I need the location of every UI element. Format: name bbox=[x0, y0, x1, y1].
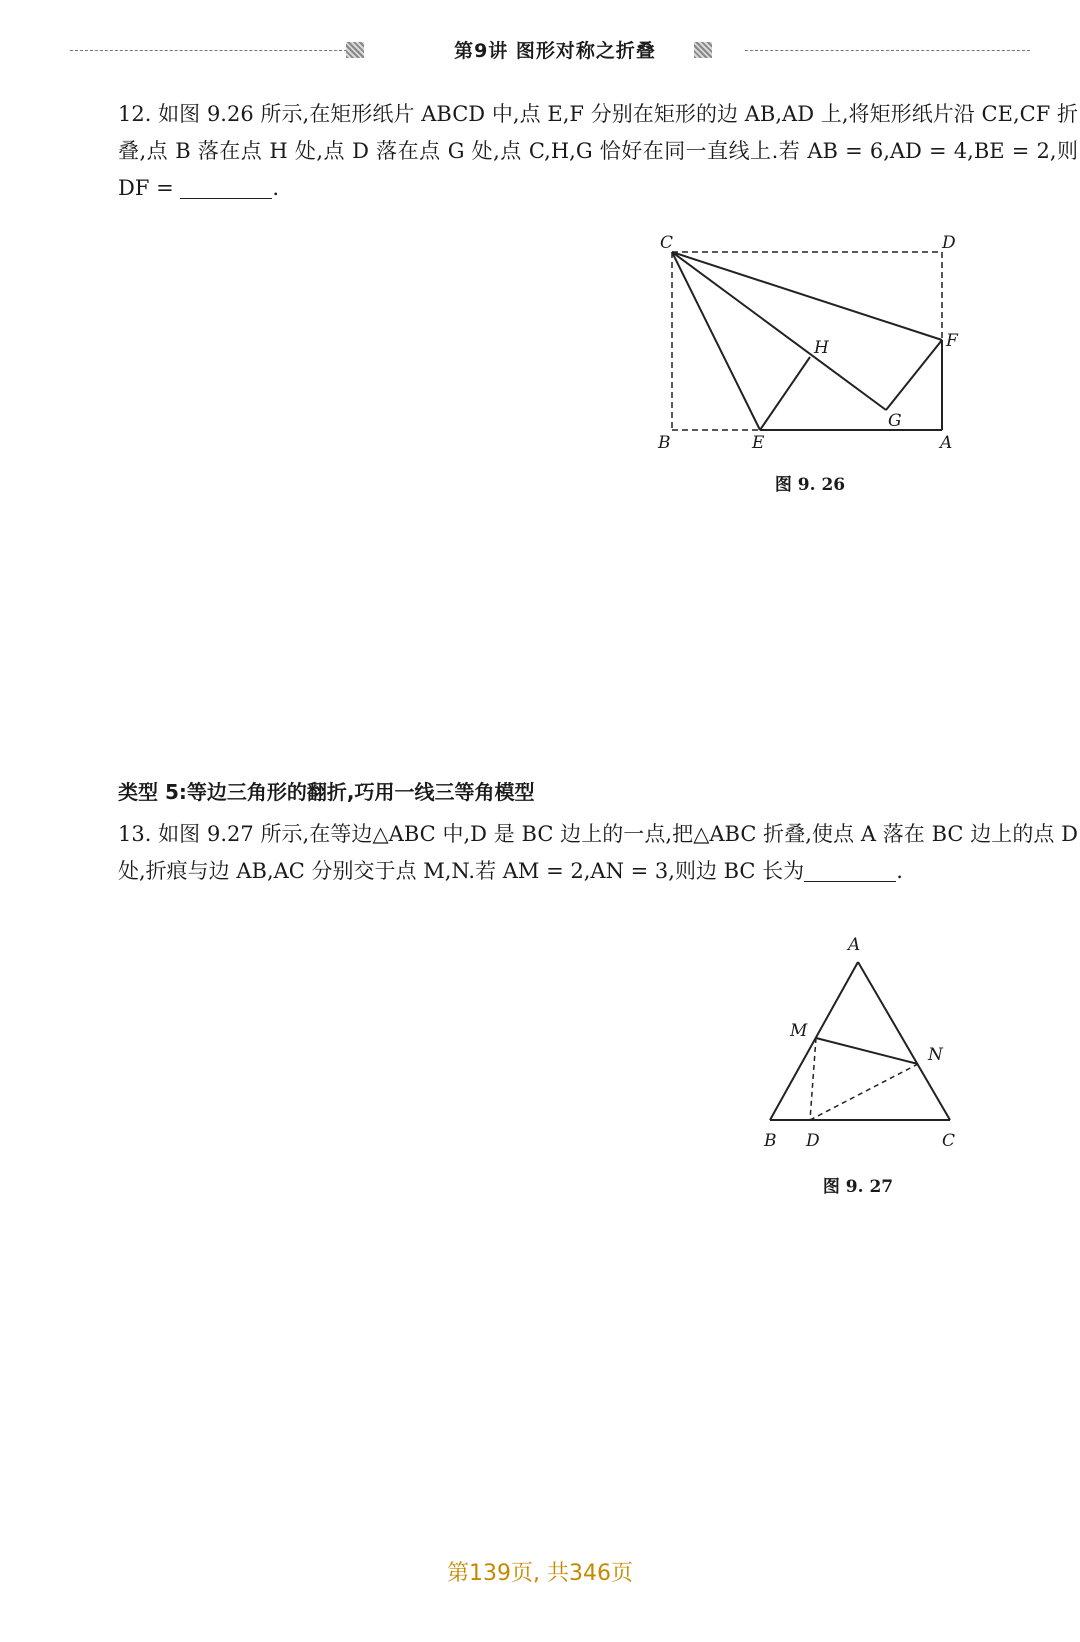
page-header bbox=[70, 36, 1030, 64]
label-D: D bbox=[942, 233, 956, 253]
question-13-text: 13. 如图 9.27 所示,在等边△ABC 中,D 是 BC 边上的一点,把△ABC 折叠,使点 A 落在 BC 边上的点 D 处,折痕与边 AB,AC 分别交于点 M,N.若 AM = 2,AN = 3,则边 BC 长为 bbox=[118, 822, 1078, 883]
question-12-text: 12. 如图 9.26 所示,在矩形纸片 ABCD 中,点 E,F 分别在矩形的边 AB,AD 上,将矩形纸片沿 CE,CF 折叠,点 B 落在点 H 处,点 D 落在点 G 处,点 C,H,G 恰好在同一直线上.若 AB = 6,AD = 4,BE = 2,则 DF = bbox=[118, 102, 1078, 200]
label-F: F bbox=[946, 331, 958, 351]
header-ornament-right bbox=[694, 42, 712, 58]
label-D: D bbox=[806, 1131, 820, 1151]
question-13-end: . bbox=[896, 859, 903, 883]
question-12-end: . bbox=[272, 176, 280, 200]
label-M: M bbox=[790, 1021, 808, 1041]
label-C: C bbox=[942, 1131, 956, 1151]
label-G: G bbox=[888, 411, 902, 431]
label-H: H bbox=[814, 338, 829, 358]
header-ornament-left bbox=[346, 42, 364, 58]
figure-9-26-caption: 图 9. 26 bbox=[774, 475, 846, 495]
label-E: E bbox=[752, 433, 765, 453]
crease-CE bbox=[672, 252, 760, 430]
label-B: B bbox=[764, 1131, 777, 1151]
side-AB bbox=[770, 962, 858, 1120]
question-13 bbox=[70, 816, 1078, 890]
answer-blank-12 bbox=[180, 176, 272, 199]
line-CHG bbox=[672, 252, 886, 410]
side-AC bbox=[858, 962, 950, 1120]
section-heading-type-5: 类型 5:等边三角形的翻折,巧用一线三等角模型 bbox=[118, 780, 535, 804]
segment-DN-dashed bbox=[810, 1064, 918, 1120]
header-rule-left bbox=[70, 50, 357, 51]
page-footer: 第139页, 共346页 bbox=[447, 1561, 633, 1586]
label-B: B bbox=[658, 433, 671, 453]
header-rule-right bbox=[745, 50, 1030, 51]
crease-MN bbox=[816, 1038, 918, 1064]
chapter-title: 第9讲 图形对称之折叠 bbox=[454, 40, 656, 62]
label-A: A bbox=[940, 433, 953, 453]
figure-9-26 bbox=[648, 224, 980, 456]
label-C: C bbox=[660, 233, 674, 253]
question-12 bbox=[70, 96, 1078, 207]
label-N: N bbox=[928, 1045, 943, 1065]
segment-MD-dashed bbox=[810, 1038, 816, 1120]
crease-CF bbox=[672, 252, 942, 340]
segment-EH bbox=[760, 357, 810, 430]
segment-GF bbox=[886, 340, 942, 410]
label-A: A bbox=[848, 935, 861, 955]
figure-9-27-caption: 图 9. 27 bbox=[822, 1177, 894, 1197]
figure-9-27 bbox=[752, 928, 982, 1156]
answer-blank-13 bbox=[804, 859, 896, 882]
